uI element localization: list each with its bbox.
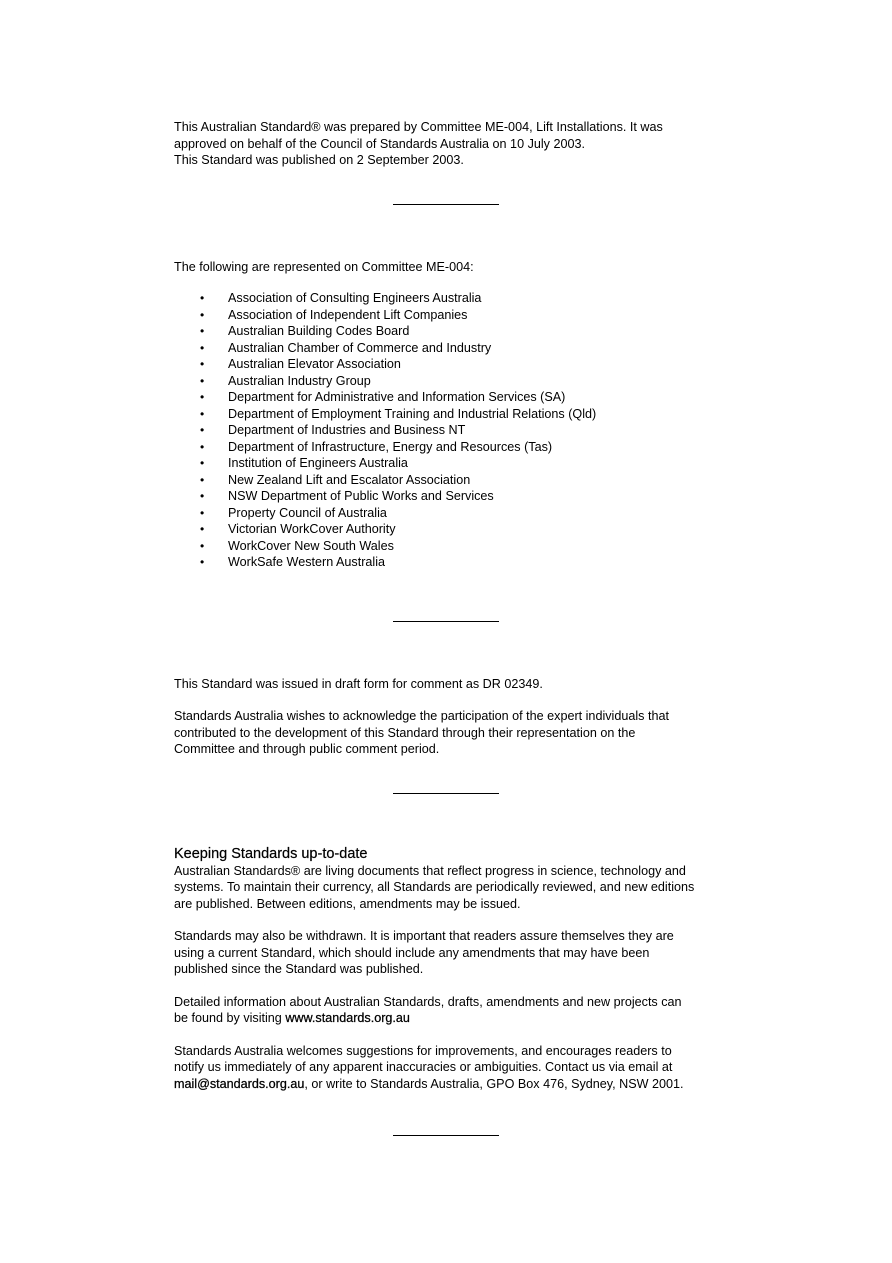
committee-member-item [174, 472, 734, 489]
bullet-icon: • [200, 307, 205, 322]
committee-member-item [174, 290, 734, 307]
committee-member-name: New Zealand Lift and Escalator Association [228, 472, 471, 487]
preparation-line-1: This Australian Standard® was prepared by Committee ME-004, Lift Installations. It was [174, 120, 663, 134]
committee-member-name: NSW Department of Public Works and Services [228, 489, 494, 503]
keeping-p4-suffix: , or write to Standards Australia, GPO Box 476, Sydney, NSW 2001. [304, 1076, 684, 1091]
bullet-icon: • [200, 439, 205, 454]
bullet-icon: • [200, 291, 205, 305]
draft-issued-text: This Standard was issued in draft form for comment as DR 02349. [174, 676, 543, 691]
committee-member-item [174, 406, 734, 423]
contact-email-link[interactable]: mail@standards.org.au [174, 1076, 305, 1091]
keeping-p3-line-2 [174, 1010, 734, 1027]
acknowledgement-line-2: contributed to the development of this Standard through their representation on the [174, 725, 636, 740]
committee-member-item [174, 455, 734, 472]
keeping-p1-line-3: are published. Between editions, amendments may be issued. [174, 896, 521, 911]
committee-member-item [174, 439, 734, 456]
committee-member-item [174, 323, 734, 340]
bullet-icon: • [200, 373, 205, 388]
committee-member-name: Department of Infrastructure, Energy and Resources (Tas) [228, 439, 553, 454]
keeping-p3-prefix: be found by visiting [174, 1011, 286, 1025]
bullet-icon: • [200, 472, 205, 487]
publication-line: This Standard was published on 2 September 2003. [174, 153, 464, 167]
committee-member-item [174, 505, 734, 522]
committee-member-item [174, 340, 734, 357]
committee-member-name: WorkSafe Western Australia [228, 555, 386, 569]
committee-member-name: WorkCover New South Wales [228, 538, 394, 553]
keeping-p1-line-1: Australian Standards® are living documents that reflect progress in science, technology and [174, 863, 686, 878]
draft-section [174, 676, 734, 758]
preparation-statement [174, 119, 734, 169]
bullet-icon: • [200, 340, 205, 355]
committee-intro: The following are represented on Committee ME-004: [174, 259, 474, 274]
committee-section [174, 259, 734, 571]
committee-member-item [174, 521, 734, 538]
committee-member-item [174, 389, 734, 406]
document-page [174, 119, 734, 1136]
bullet-icon: • [200, 522, 205, 536]
bullet-icon: • [200, 357, 205, 371]
bullet-icon: • [200, 390, 205, 404]
keeping-p2-line-2: using a current Standard, which should include any amendments that may have been [174, 945, 650, 960]
keeping-up-to-date-section [174, 846, 734, 1093]
committee-member-item [174, 373, 734, 390]
committee-member-item [174, 488, 734, 505]
bullet-icon: • [200, 324, 205, 338]
keeping-p2-line-1: Standards may also be withdrawn. It is important that readers assure themselves they are [174, 929, 674, 943]
bullet-icon: • [200, 423, 205, 437]
committee-member-name: Property Council of Australia [228, 505, 387, 520]
committee-member-name: Department of Industries and Business NT [228, 423, 466, 437]
committee-member-name: Australian Chamber of Commerce and Industry [228, 340, 492, 355]
bullet-icon: • [200, 456, 205, 470]
keeping-p2-line-3: published since the Standard was published. [174, 962, 424, 976]
acknowledgement-line-3: Committee and through public comment period. [174, 742, 440, 756]
keeping-p4-line-2: notify us immediately of any apparent inaccuracies or ambiguities. Contact us via email at [174, 1060, 673, 1074]
bullet-icon: • [200, 505, 205, 520]
committee-member-name: Australian Building Codes Board [228, 324, 410, 338]
keeping-p4-line-1: Standards Australia welcomes suggestions for improvements, and encourages readers to [174, 1043, 672, 1058]
bullet-icon: • [200, 489, 205, 503]
keeping-p4-line-3 [174, 1076, 734, 1093]
committee-member-list [174, 290, 734, 571]
section-divider [393, 1135, 499, 1136]
standards-website-link[interactable]: www.standards.org.au [285, 1011, 410, 1025]
committee-member-name: Australian Elevator Association [228, 357, 401, 371]
committee-member-item [174, 422, 734, 439]
bullet-icon: • [200, 555, 205, 569]
committee-member-item [174, 356, 734, 373]
committee-member-name: Association of Consulting Engineers Australia [228, 291, 482, 305]
committee-member-item [174, 307, 734, 324]
committee-member-name: Association of Independent Lift Companies [228, 307, 468, 322]
committee-member-name: Institution of Engineers Australia [228, 456, 408, 470]
preparation-line-2: approved on behalf of the Council of Standards Australia on 10 July 2003. [174, 136, 585, 151]
committee-member-name: Australian Industry Group [228, 373, 371, 388]
committee-member-item [174, 538, 734, 555]
committee-member-name: Department of Employment Training and Industrial Relations (Qld) [228, 406, 597, 421]
bullet-icon: • [200, 406, 205, 421]
keeping-heading: Keeping Standards up-to-date [174, 845, 368, 862]
acknowledgement-line-1: Standards Australia wishes to acknowledge the participation of the expert individuals that [174, 709, 669, 723]
bullet-icon: • [200, 538, 205, 553]
committee-member-name: Victorian WorkCover Authority [228, 522, 396, 536]
committee-member-item [174, 554, 734, 571]
keeping-p3-line-1: Detailed information about Australian Standards, drafts, amendments and new projects can [174, 994, 682, 1009]
keeping-p1-line-2: systems. To maintain their currency, all Standards are periodically reviewed, and new editions [174, 880, 695, 894]
committee-member-name: Department for Administrative and Information Services (SA) [228, 390, 566, 404]
